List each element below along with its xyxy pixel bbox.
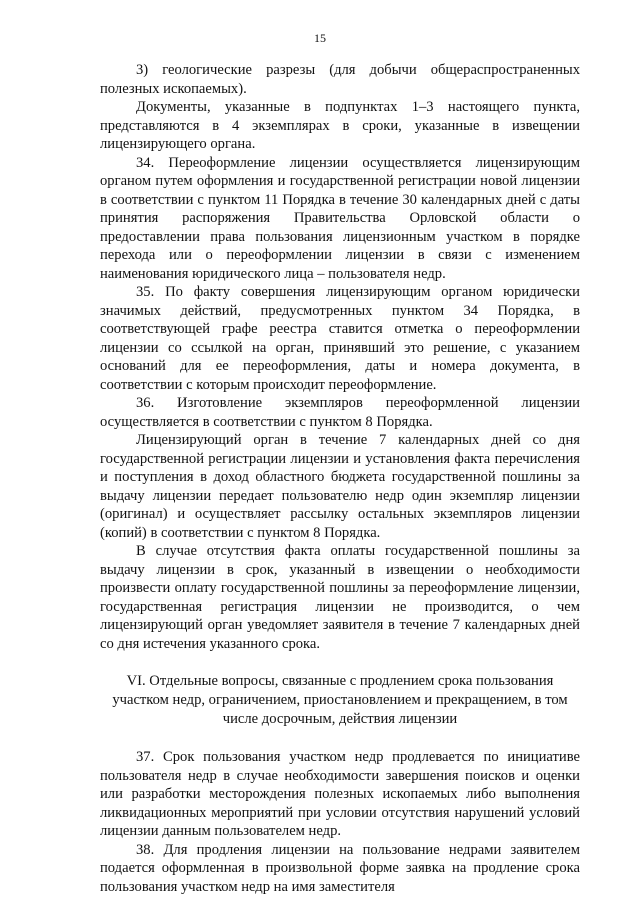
paragraph-item-36: 36. Изготовление экземпляров переоформленной лицензии осуществляется в соответствии с пунктом 8 Порядка. [100,395,580,430]
paragraph-item-34: 34. Переоформление лицензии осуществляется лицензирующим органом путем оформления и государственной регистрации новой лицензии в соответствии с пунктом 11 Порядка в течение 30 календарных дней с даты принятия распоряжения Правительства Орловской области о предоставлении права пользования лицензионным участком в порядке перехода или о переоформлении лицензии в связи с изменением наименования юридического лица – пользователя недр. [100,154,580,282]
paragraph-no-payment: В случае отсутствия факта оплаты государственной пошлины за выдачу лицензии в срок, указанный в извещении о необходимости произвести оплату государственной пошлины за переоформление лицензии, государственная регистрация лицензии не производится, о чем лицензирующий орган уведомляет заявителя в течение 7 календарных дней со дня истечения указанного срока. [100,543,580,652]
paragraph-geological-sections: 3) геологические разрезы (для добычи общераспространенных полезных ископаемых). [100,62,580,97]
section-heading: VI. Отдельные вопросы, связанные с продлением срока пользования участком недр, ограничением, приостановлением и прекращением, в том числе досрочным, действия лицензии [112,673,568,727]
paragraph-item-35: 35. По факту совершения лицензирующим органом юридически значимых действий, предусмотренных пунктом 34 Порядка, в соответствующей графе реестра ставится отметка о переоформлении лицензии со ссылкой на орган, принявший это решение, с указанием оснований для ее переоформления, даты и номера документа, в соответствии с которым происходит переоформление. [100,284,580,393]
paragraph-documents-copies: Документы, указанные в подпунктах 1–3 настоящего пункта, представляются в 4 экземплярах в сроки, указанные в извещении лицензирующего органа. [100,99,580,152]
page-number: 15 [314,31,326,45]
paragraph-licensing-authority: Лицензирующий орган в течение 7 календарных дней со дня государственной регистрации лицензии и установления факта перечисления и поступления в доход областного бюджета государственной пошлины за выдачу лицензии передает пользователю недр один экземпляр лицензии (оригинал) и осуществляет рассылку остальных экземпляров лицензии (копий) в соответствии с пунктом 8 Порядка. [100,432,580,541]
document-body [100,61,580,896]
paragraph-item-37: 37. Срок пользования участком недр продлевается по инициативе пользователя недр в случае необходимости завершения поисков и оценки или разработки месторождения полезных ископаемых либо выполнения ликвидационных мероприятий при условии отсутствия нарушений условий лицензии данным пользователем недр. [100,749,580,839]
paragraph-item-38: 38. Для продления лицензии на пользование недрами заявителем подается оформленная в произвольной форме заявка на продление срока пользования участком недр на имя заместителя [100,841,580,895]
